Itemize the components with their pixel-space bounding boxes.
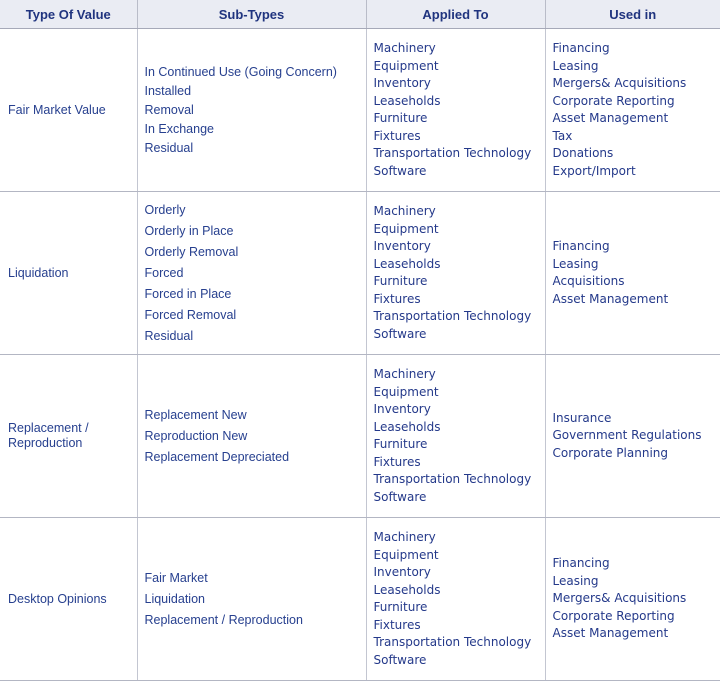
applied-item: Software	[373, 326, 427, 341]
header-type-of-value: Type Of Value	[0, 0, 137, 29]
subtype-item: In Exchange	[144, 121, 214, 136]
applied-item: Furniture	[373, 600, 428, 614]
used-item: Export/Import	[552, 163, 636, 178]
subtype-item: Forced in Place	[144, 286, 232, 301]
applied-item: Fixtures	[373, 128, 421, 143]
applied-item: Transportation Technology	[373, 635, 532, 649]
used-in-cell	[545, 29, 720, 192]
used-item: Corporate Reporting	[552, 93, 675, 108]
subtype-item: Replacement Depreciated	[144, 449, 290, 464]
applied-item: Transportation Technology	[373, 146, 532, 160]
used-item: Corporate Reporting	[552, 608, 675, 623]
subtype-item: Forced Removal	[144, 307, 237, 322]
subtype-item: Installed	[144, 83, 192, 98]
subtype-item: In Continued Use (Going Concern)	[144, 64, 337, 79]
table-row-liquidation	[0, 192, 720, 355]
applied-item: Fixtures	[373, 617, 421, 632]
used-item: Insurance	[552, 410, 612, 425]
applied-item: Equipment	[373, 58, 439, 73]
table-row-fair-market-value	[0, 29, 720, 192]
used-item: Tax	[552, 128, 573, 143]
subtype-item: Orderly	[144, 202, 186, 217]
type-label-line: Replacement /	[8, 421, 89, 435]
subtype-item: Orderly in Place	[144, 223, 234, 238]
applied-item: Machinery	[373, 41, 436, 55]
applied-to-cell	[366, 518, 545, 681]
subtype-item: Replacement / Reproduction	[144, 612, 303, 627]
type-label: Fair Market Value	[8, 102, 106, 117]
header-sub-types: Sub-Types	[137, 0, 366, 29]
subtype-item: Fair Market	[144, 570, 208, 585]
applied-item: Transportation Technology	[373, 309, 532, 323]
used-in-cell	[545, 355, 720, 518]
table-row-replacement-reproduction	[0, 355, 720, 518]
applied-item: Leaseholds	[373, 93, 441, 108]
used-in-cell	[545, 518, 720, 681]
type-cell	[0, 355, 137, 518]
applied-item: Furniture	[373, 437, 428, 451]
applied-item: Inventory	[373, 565, 431, 579]
subtypes-cell	[137, 518, 366, 681]
used-item: Mergers& Acquisitions	[552, 591, 687, 606]
type-label: Desktop Opinions	[8, 591, 107, 606]
applied-item: Furniture	[373, 274, 428, 288]
applied-item: Machinery	[373, 367, 436, 381]
applied-item: Equipment	[373, 221, 439, 236]
subtypes-cell	[137, 355, 366, 518]
applied-item: Inventory	[373, 402, 431, 416]
used-item: Asset Management	[552, 111, 669, 125]
applied-to-cell	[366, 355, 545, 518]
table-row-desktop-opinions	[0, 518, 720, 681]
subtype-item: Reproduction New	[144, 428, 248, 443]
header-applied-to: Applied To	[366, 0, 545, 29]
subtype-item: Replacement New	[144, 407, 247, 422]
applied-item: Equipment	[373, 384, 439, 399]
used-item: Financing	[552, 556, 610, 571]
subtype-item: Removal	[144, 102, 194, 117]
type-label-line: Reproduction	[8, 436, 83, 450]
type-cell	[0, 518, 137, 681]
header-used-in: Used in	[545, 0, 720, 29]
used-item: Government Regulations	[552, 428, 702, 443]
type-cell	[0, 192, 137, 355]
subtype-item: Forced	[144, 265, 184, 280]
used-item: Leasing	[552, 573, 599, 588]
subtype-item: Liquidation	[144, 591, 205, 606]
subtype-item: Residual	[144, 140, 194, 155]
applied-to-cell	[366, 29, 545, 192]
used-item: Leasing	[552, 256, 599, 271]
used-item: Leasing	[552, 58, 599, 73]
applied-item: Leaseholds	[373, 582, 441, 597]
applied-item: Software	[373, 163, 427, 178]
used-item: Asset Management	[552, 291, 669, 306]
used-item: Mergers& Acquisitions	[552, 76, 687, 90]
subtype-item: Orderly Removal	[144, 244, 239, 259]
applied-item: Fixtures	[373, 291, 421, 306]
applied-item: Leaseholds	[373, 256, 441, 271]
applied-item: Inventory	[373, 239, 431, 253]
used-in-cell	[545, 192, 720, 355]
applied-item: Software	[373, 652, 427, 667]
used-item: Asset Management	[552, 626, 669, 641]
applied-item: Fixtures	[373, 454, 421, 469]
applied-item: Leaseholds	[373, 419, 441, 434]
applied-item: Equipment	[373, 547, 439, 562]
header-row	[0, 0, 720, 29]
used-item: Corporate Planning	[552, 445, 668, 460]
used-item: Financing	[552, 41, 610, 55]
applied-item: Software	[373, 489, 427, 504]
subtype-item: Residual	[144, 328, 194, 343]
applied-item: Inventory	[373, 76, 431, 90]
applied-to-cell	[366, 192, 545, 355]
applied-item: Machinery	[373, 530, 436, 544]
subtypes-cell	[137, 192, 366, 355]
applied-item: Transportation Technology	[373, 472, 532, 486]
applied-item: Machinery	[373, 204, 436, 218]
applied-item: Furniture	[373, 111, 428, 125]
used-item: Financing	[552, 239, 610, 253]
used-item: Acquisitions	[552, 274, 625, 288]
bottom-margin	[0, 681, 720, 692]
type-label: Liquidation	[8, 265, 69, 280]
subtypes-cell	[137, 29, 366, 192]
used-item: Donations	[552, 146, 614, 160]
type-cell	[0, 29, 137, 192]
